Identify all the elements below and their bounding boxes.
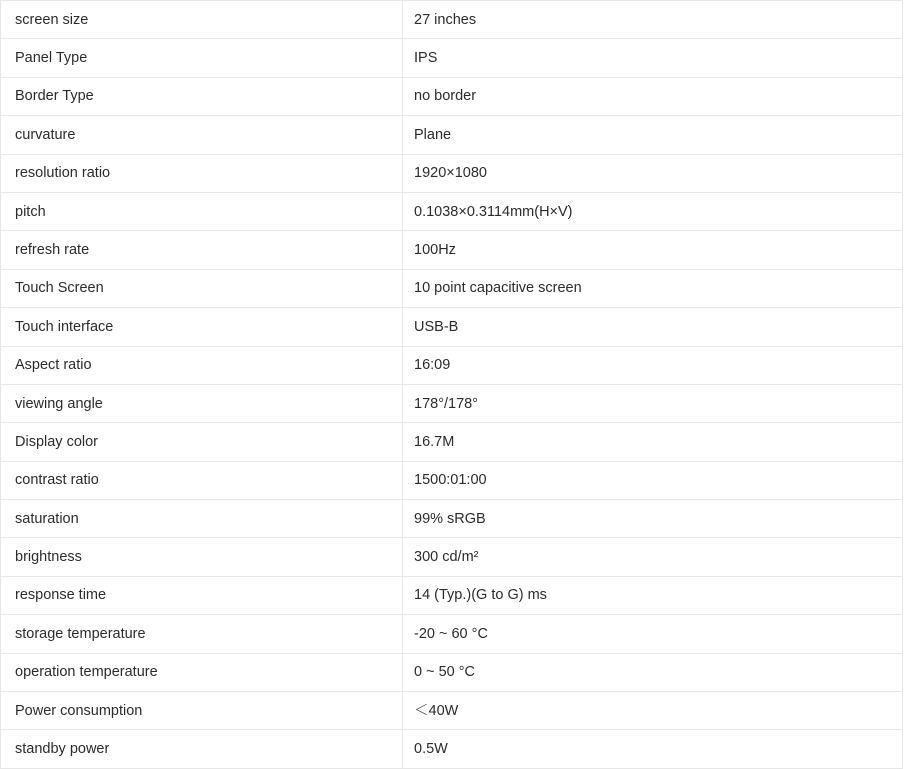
spec-value: 0 ~ 50 °C [403, 653, 903, 691]
table-row [1, 653, 903, 691]
spec-label: Display color [1, 423, 403, 461]
spec-value: Plane [403, 116, 903, 154]
spec-value: 0.5W [403, 730, 903, 768]
spec-label: Aspect ratio [1, 346, 403, 384]
spec-label: contrast ratio [1, 461, 403, 499]
specifications-table-body [1, 1, 903, 769]
spec-value: 100Hz [403, 231, 903, 269]
table-row [1, 692, 903, 730]
spec-value: 14 (Typ.)(G to G) ms [403, 576, 903, 614]
spec-label: standby power [1, 730, 403, 768]
spec-label: viewing angle [1, 384, 403, 422]
spec-value: 1500:01:00 [403, 461, 903, 499]
spec-label: curvature [1, 116, 403, 154]
spec-value: 1920×1080 [403, 154, 903, 192]
table-row [1, 461, 903, 499]
spec-value: USB-B [403, 308, 903, 346]
spec-label: saturation [1, 500, 403, 538]
table-row [1, 192, 903, 230]
spec-value: IPS [403, 39, 903, 77]
table-row [1, 39, 903, 77]
spec-label: brightness [1, 538, 403, 576]
spec-label: Power consumption [1, 692, 403, 730]
spec-label: operation temperature [1, 653, 403, 691]
spec-label: screen size [1, 1, 403, 39]
table-row [1, 423, 903, 461]
spec-value: 10 point capacitive screen [403, 269, 903, 307]
spec-value: 16.7M [403, 423, 903, 461]
spec-value: ＜40W [403, 692, 903, 730]
spec-value: 27 inches [403, 1, 903, 39]
table-row [1, 538, 903, 576]
table-row [1, 154, 903, 192]
table-row [1, 77, 903, 115]
spec-value: no border [403, 77, 903, 115]
table-row [1, 116, 903, 154]
spec-value: -20 ~ 60 °C [403, 615, 903, 653]
spec-value: 0.1038×0.3114mm(H×V) [403, 192, 903, 230]
spec-label: resolution ratio [1, 154, 403, 192]
spec-label: Touch Screen [1, 269, 403, 307]
spec-value: 99% sRGB [403, 500, 903, 538]
spec-label: Border Type [1, 77, 403, 115]
spec-value: 16:09 [403, 346, 903, 384]
table-row [1, 500, 903, 538]
table-row [1, 384, 903, 422]
table-row [1, 730, 903, 768]
table-row [1, 346, 903, 384]
spec-label: Panel Type [1, 39, 403, 77]
table-row [1, 231, 903, 269]
table-row [1, 576, 903, 614]
spec-label: Touch interface [1, 308, 403, 346]
spec-label: refresh rate [1, 231, 403, 269]
table-row [1, 308, 903, 346]
table-row [1, 269, 903, 307]
table-row [1, 1, 903, 39]
spec-label: pitch [1, 192, 403, 230]
table-row [1, 615, 903, 653]
spec-value: 178°/178° [403, 384, 903, 422]
spec-label: response time [1, 576, 403, 614]
spec-value: 300 cd/m² [403, 538, 903, 576]
spec-label: storage temperature [1, 615, 403, 653]
